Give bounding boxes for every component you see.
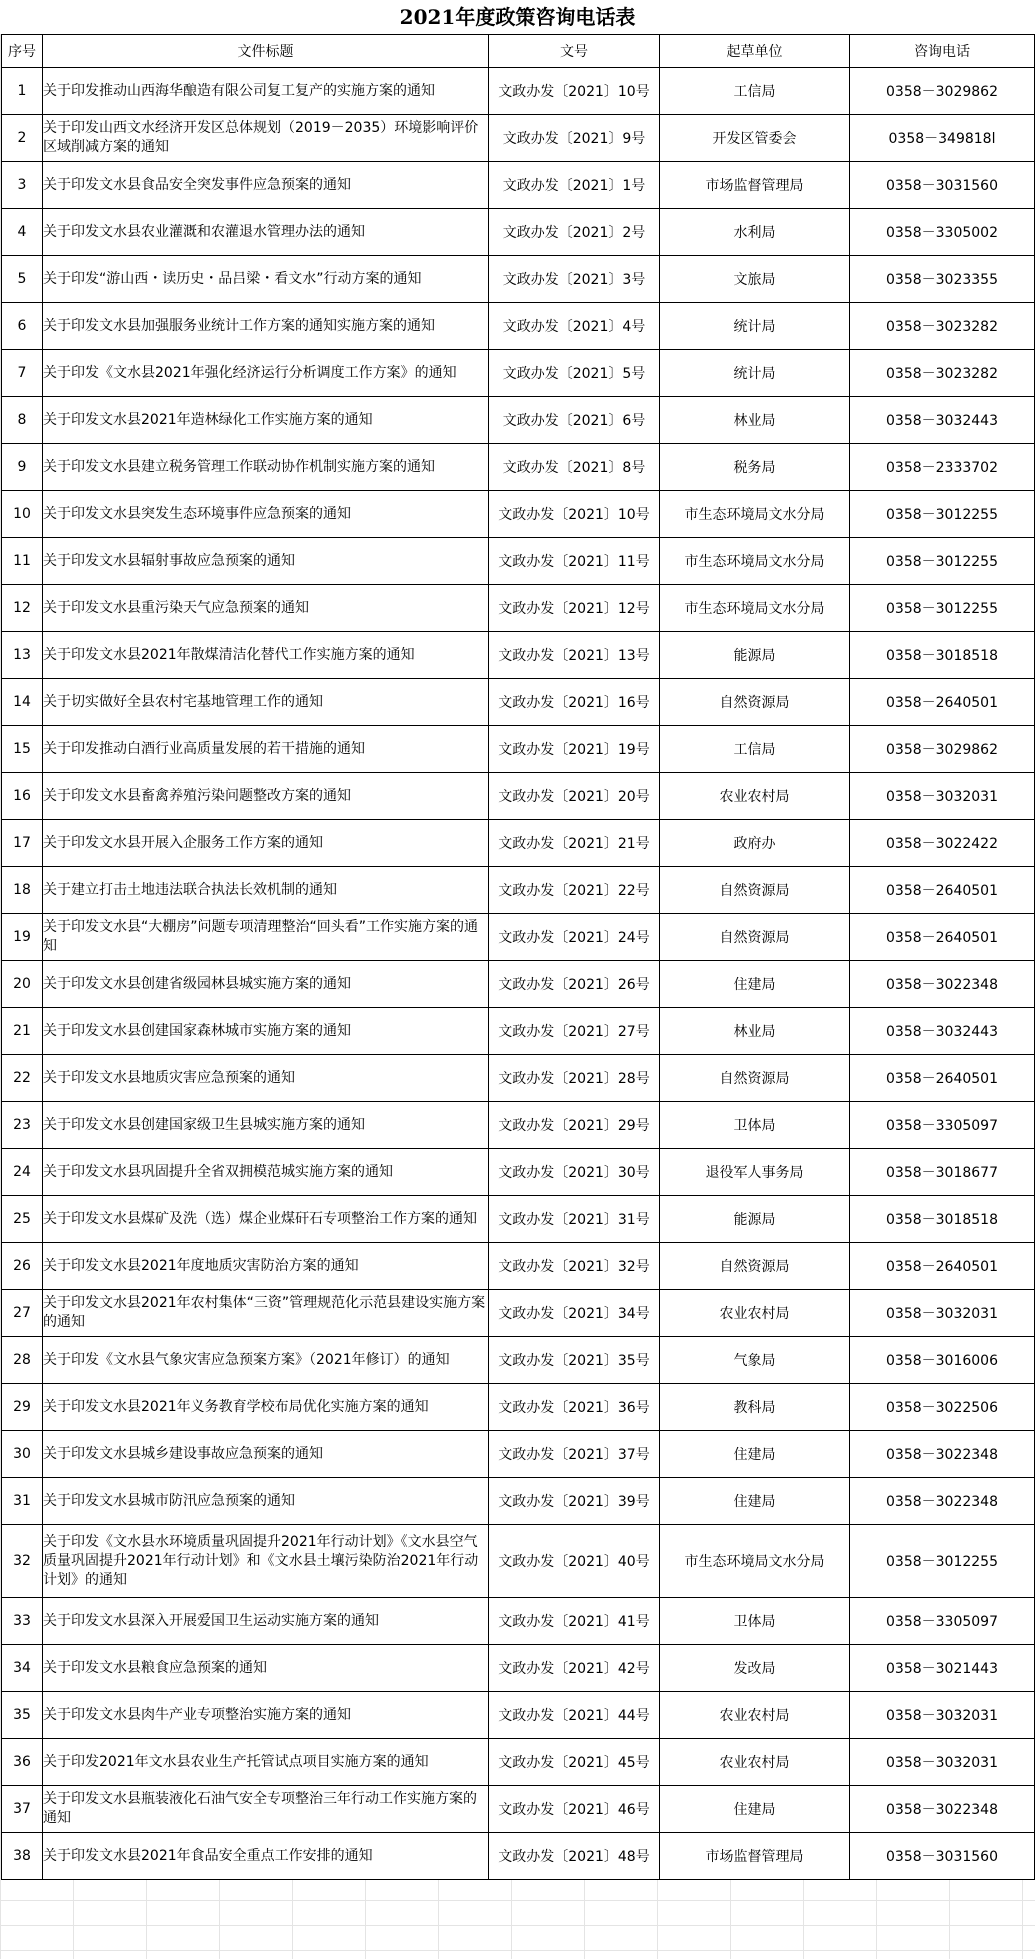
cell-doc-number: 文政办发〔2021〕19号 <box>489 726 660 773</box>
cell-drafting-unit: 气象局 <box>660 1337 850 1384</box>
cell-no: 28 <box>2 1337 43 1384</box>
cell-doc-number: 文政办发〔2021〕8号 <box>489 444 660 491</box>
cell-phone: 0358－3032031 <box>850 1739 1035 1786</box>
cell-title: 关于印发推动白酒行业高质量发展的若干措施的通知 <box>43 726 489 773</box>
cell-doc-number: 文政办发〔2021〕24号 <box>489 914 660 961</box>
table-row <box>2 538 1035 585</box>
cell-no: 3 <box>2 162 43 209</box>
cell-drafting-unit: 工信局 <box>660 726 850 773</box>
table-row <box>2 68 1035 115</box>
cell-no: 31 <box>2 1478 43 1525</box>
cell-title: 关于印发山西文水经济开发区总体规划（2019－2035）环境影响评价区域削减方案的通知 <box>43 115 489 162</box>
cell-phone: 0358－3305002 <box>850 209 1035 256</box>
cell-no: 23 <box>2 1102 43 1149</box>
cell-phone: 0358－2640501 <box>850 679 1035 726</box>
table-row <box>2 1243 1035 1290</box>
cell-drafting-unit: 住建局 <box>660 1431 850 1478</box>
table-row <box>2 1478 1035 1525</box>
cell-no: 15 <box>2 726 43 773</box>
cell-drafting-unit: 市生态环境局文水分局 <box>660 538 850 585</box>
cell-drafting-unit: 自然资源局 <box>660 867 850 914</box>
table-row <box>2 726 1035 773</box>
cell-doc-number: 文政办发〔2021〕22号 <box>489 867 660 914</box>
cell-drafting-unit: 政府办 <box>660 820 850 867</box>
cell-drafting-unit: 教科局 <box>660 1384 850 1431</box>
table-row <box>2 1384 1035 1431</box>
cell-phone: 0358－3018518 <box>850 1196 1035 1243</box>
cell-title: 关于建立打击土地违法联合执法长效机制的通知 <box>43 867 489 914</box>
cell-no: 26 <box>2 1243 43 1290</box>
cell-title: 关于印发文水县辐射事故应急预案的通知 <box>43 538 489 585</box>
cell-doc-number: 文政办发〔2021〕16号 <box>489 679 660 726</box>
cell-title: 关于印发文水县煤矿及洗（选）煤企业煤矸石专项整治工作方案的通知 <box>43 1196 489 1243</box>
cell-drafting-unit: 住建局 <box>660 1786 850 1833</box>
cell-doc-number: 文政办发〔2021〕1号 <box>489 162 660 209</box>
cell-phone: 0358－3012255 <box>850 491 1035 538</box>
cell-phone: 0358－3012255 <box>850 585 1035 632</box>
cell-drafting-unit: 林业局 <box>660 1008 850 1055</box>
cell-drafting-unit: 卫体局 <box>660 1102 850 1149</box>
cell-title: 关于印发《文水县气象灾害应急预案方案》（2021年修订）的通知 <box>43 1337 489 1384</box>
cell-doc-number: 文政办发〔2021〕39号 <box>489 1478 660 1525</box>
cell-doc-number: 文政办发〔2021〕37号 <box>489 1431 660 1478</box>
cell-drafting-unit: 市生态环境局文水分局 <box>660 491 850 538</box>
cell-title: 关于切实做好全县农村宅基地管理工作的通知 <box>43 679 489 726</box>
cell-doc-number: 文政办发〔2021〕6号 <box>489 397 660 444</box>
cell-no: 27 <box>2 1290 43 1337</box>
cell-no: 6 <box>2 303 43 350</box>
cell-phone: 0358－3032443 <box>850 397 1035 444</box>
cell-phone: 0358－3016006 <box>850 1337 1035 1384</box>
cell-drafting-unit: 市生态环境局文水分局 <box>660 1525 850 1598</box>
cell-drafting-unit: 市生态环境局文水分局 <box>660 585 850 632</box>
header-no: 序号 <box>2 35 43 68</box>
header-doc: 文号 <box>489 35 660 68</box>
cell-drafting-unit: 住建局 <box>660 961 850 1008</box>
table-row <box>2 679 1035 726</box>
cell-drafting-unit: 农业农村局 <box>660 773 850 820</box>
cell-drafting-unit: 退役军人事务局 <box>660 1149 850 1196</box>
cell-drafting-unit: 市场监督管理局 <box>660 162 850 209</box>
cell-title: 关于印发文水县2021年造林绿化工作实施方案的通知 <box>43 397 489 444</box>
cell-drafting-unit: 自然资源局 <box>660 679 850 726</box>
cell-title: 关于印发文水县地质灾害应急预案的通知 <box>43 1055 489 1102</box>
cell-doc-number: 文政办发〔2021〕3号 <box>489 256 660 303</box>
table-row <box>2 585 1035 632</box>
cell-no: 5 <box>2 256 43 303</box>
cell-drafting-unit: 统计局 <box>660 350 850 397</box>
cell-doc-number: 文政办发〔2021〕34号 <box>489 1290 660 1337</box>
cell-phone: 0358－3029862 <box>850 68 1035 115</box>
cell-phone: 0358－3022348 <box>850 1478 1035 1525</box>
table-body <box>2 68 1035 1880</box>
cell-drafting-unit: 农业农村局 <box>660 1290 850 1337</box>
cell-drafting-unit: 农业农村局 <box>660 1739 850 1786</box>
cell-doc-number: 文政办发〔2021〕44号 <box>489 1692 660 1739</box>
cell-title: 关于印发文水县2021年散煤清洁化替代工作实施方案的通知 <box>43 632 489 679</box>
table-row <box>2 773 1035 820</box>
policy-table <box>1 34 1035 1880</box>
table-row <box>2 209 1035 256</box>
cell-no: 38 <box>2 1833 43 1880</box>
cell-phone: 0358－349818l <box>850 115 1035 162</box>
cell-phone: 0358－2640501 <box>850 914 1035 961</box>
cell-doc-number: 文政办发〔2021〕21号 <box>489 820 660 867</box>
cell-no: 25 <box>2 1196 43 1243</box>
table-row <box>2 491 1035 538</box>
cell-phone: 0358－3021443 <box>850 1645 1035 1692</box>
cell-no: 34 <box>2 1645 43 1692</box>
cell-phone: 0358－3022506 <box>850 1384 1035 1431</box>
cell-title: 关于印发推动山西海华酿造有限公司复工复产的实施方案的通知 <box>43 68 489 115</box>
table-row <box>2 914 1035 961</box>
cell-no: 19 <box>2 914 43 961</box>
table-row <box>2 350 1035 397</box>
cell-title: 关于印发文水县“大棚房”问题专项清理整治“回头看”工作实施方案的通知 <box>43 914 489 961</box>
cell-no: 35 <box>2 1692 43 1739</box>
cell-title: 关于印发文水县瓶装液化石油气安全专项整治三年行动工作实施方案的通知 <box>43 1786 489 1833</box>
cell-phone: 0358－3305097 <box>850 1598 1035 1645</box>
table-row <box>2 1786 1035 1833</box>
cell-no: 12 <box>2 585 43 632</box>
table-row <box>2 1008 1035 1055</box>
cell-drafting-unit: 能源局 <box>660 1196 850 1243</box>
cell-phone: 0358－3022348 <box>850 1431 1035 1478</box>
cell-no: 21 <box>2 1008 43 1055</box>
cell-phone: 0358－3031560 <box>850 1833 1035 1880</box>
cell-no: 36 <box>2 1739 43 1786</box>
cell-drafting-unit: 税务局 <box>660 444 850 491</box>
cell-title: 关于印发文水县2021年农村集体“三资”管理规范化示范县建设实施方案的通知 <box>43 1290 489 1337</box>
cell-doc-number: 文政办发〔2021〕36号 <box>489 1384 660 1431</box>
table-row <box>2 1055 1035 1102</box>
table-row <box>2 1149 1035 1196</box>
table-row <box>2 303 1035 350</box>
cell-phone: 0358－3023355 <box>850 256 1035 303</box>
cell-phone: 0358－3022348 <box>850 961 1035 1008</box>
table-row <box>2 1431 1035 1478</box>
cell-doc-number: 文政办发〔2021〕4号 <box>489 303 660 350</box>
table-row <box>2 1739 1035 1786</box>
cell-title: 关于印发文水县巩固提升全省双拥模范城实施方案的通知 <box>43 1149 489 1196</box>
cell-drafting-unit: 开发区管委会 <box>660 115 850 162</box>
table-row <box>2 397 1035 444</box>
cell-doc-number: 文政办发〔2021〕26号 <box>489 961 660 1008</box>
cell-drafting-unit: 自然资源局 <box>660 1243 850 1290</box>
cell-phone: 0358－3032031 <box>850 773 1035 820</box>
cell-drafting-unit: 农业农村局 <box>660 1692 850 1739</box>
cell-phone: 0358－3012255 <box>850 1525 1035 1598</box>
cell-no: 2 <box>2 115 43 162</box>
cell-phone: 0358－3032031 <box>850 1692 1035 1739</box>
cell-no: 18 <box>2 867 43 914</box>
cell-title: 关于印发文水县重污染天气应急预案的通知 <box>43 585 489 632</box>
cell-title: 关于印发文水县畜禽养殖污染问题整改方案的通知 <box>43 773 489 820</box>
cell-doc-number: 文政办发〔2021〕27号 <box>489 1008 660 1055</box>
header-phone: 咨询电话 <box>850 35 1035 68</box>
cell-doc-number: 文政办发〔2021〕45号 <box>489 1739 660 1786</box>
cell-phone: 0358－3022422 <box>850 820 1035 867</box>
header-row <box>2 35 1035 68</box>
cell-phone: 0358－3031560 <box>850 162 1035 209</box>
table-row <box>2 632 1035 679</box>
cell-no: 37 <box>2 1786 43 1833</box>
cell-title: 关于印发文水县2021年度地质灾害防治方案的通知 <box>43 1243 489 1290</box>
table-row <box>2 1598 1035 1645</box>
cell-title: 关于印发文水县深入开展爱国卫生运动实施方案的通知 <box>43 1598 489 1645</box>
cell-drafting-unit: 林业局 <box>660 397 850 444</box>
cell-no: 4 <box>2 209 43 256</box>
cell-title: 关于印发文水县突发生态环境事件应急预案的通知 <box>43 491 489 538</box>
cell-drafting-unit: 卫体局 <box>660 1598 850 1645</box>
cell-doc-number: 文政办发〔2021〕10号 <box>489 491 660 538</box>
cell-drafting-unit: 住建局 <box>660 1478 850 1525</box>
cell-phone: 0358－3029862 <box>850 726 1035 773</box>
cell-phone: 0358－2333702 <box>850 444 1035 491</box>
cell-doc-number: 文政办发〔2021〕35号 <box>489 1337 660 1384</box>
cell-title: 关于印发文水县建立税务管理工作联动协作机制实施方案的通知 <box>43 444 489 491</box>
cell-doc-number: 文政办发〔2021〕30号 <box>489 1149 660 1196</box>
cell-no: 16 <box>2 773 43 820</box>
cell-doc-number: 文政办发〔2021〕46号 <box>489 1786 660 1833</box>
cell-drafting-unit: 水利局 <box>660 209 850 256</box>
cell-title: 关于印发文水县肉牛产业专项整治实施方案的通知 <box>43 1692 489 1739</box>
cell-doc-number: 文政办发〔2021〕31号 <box>489 1196 660 1243</box>
cell-drafting-unit: 自然资源局 <box>660 1055 850 1102</box>
table-row <box>2 1525 1035 1598</box>
cell-drafting-unit: 市场监督管理局 <box>660 1833 850 1880</box>
cell-no: 10 <box>2 491 43 538</box>
cell-title: 关于印发2021年文水县农业生产托管试点项目实施方案的通知 <box>43 1739 489 1786</box>
cell-drafting-unit: 能源局 <box>660 632 850 679</box>
table-row <box>2 256 1035 303</box>
cell-phone: 0358－3023282 <box>850 350 1035 397</box>
cell-no: 9 <box>2 444 43 491</box>
cell-drafting-unit: 发改局 <box>660 1645 850 1692</box>
cell-no: 13 <box>2 632 43 679</box>
cell-title: 关于印发文水县2021年义务教育学校布局优化实施方案的通知 <box>43 1384 489 1431</box>
cell-phone: 0358－3018518 <box>850 632 1035 679</box>
table-row <box>2 1290 1035 1337</box>
cell-no: 11 <box>2 538 43 585</box>
table-row <box>2 115 1035 162</box>
cell-no: 33 <box>2 1598 43 1645</box>
cell-doc-number: 文政办发〔2021〕29号 <box>489 1102 660 1149</box>
cell-doc-number: 文政办发〔2021〕12号 <box>489 585 660 632</box>
table-row <box>2 444 1035 491</box>
cell-no: 20 <box>2 961 43 1008</box>
cell-no: 30 <box>2 1431 43 1478</box>
cell-title: 关于印发文水县创建省级园林县城实施方案的通知 <box>43 961 489 1008</box>
cell-doc-number: 文政办发〔2021〕20号 <box>489 773 660 820</box>
cell-no: 29 <box>2 1384 43 1431</box>
cell-doc-number: 文政办发〔2021〕40号 <box>489 1525 660 1598</box>
cell-doc-number: 文政办发〔2021〕42号 <box>489 1645 660 1692</box>
header-unit: 起草单位 <box>660 35 850 68</box>
cell-phone: 0358－3022348 <box>850 1786 1035 1833</box>
cell-title: 关于印发文水县加强服务业统计工作方案的通知实施方案的通知 <box>43 303 489 350</box>
cell-title: 关于印发文水县2021年食品安全重点工作安排的通知 <box>43 1833 489 1880</box>
cell-title: 关于印发文水县创建国家森林城市实施方案的通知 <box>43 1008 489 1055</box>
cell-title: 关于印发文水县粮食应急预案的通知 <box>43 1645 489 1692</box>
cell-no: 32 <box>2 1525 43 1598</box>
cell-title: 关于印发文水县农业灌溉和农灌退水管理办法的通知 <box>43 209 489 256</box>
cell-phone: 0358－3305097 <box>850 1102 1035 1149</box>
cell-title: 关于印发“游山西・读历史・品吕梁・看文水”行动方案的通知 <box>43 256 489 303</box>
table-row <box>2 1337 1035 1384</box>
table-row <box>2 1196 1035 1243</box>
cell-no: 8 <box>2 397 43 444</box>
header-title: 文件标题 <box>43 35 489 68</box>
cell-drafting-unit: 文旅局 <box>660 256 850 303</box>
cell-doc-number: 文政办发〔2021〕28号 <box>489 1055 660 1102</box>
cell-title: 关于印发文水县城乡建设事故应急预案的通知 <box>43 1431 489 1478</box>
cell-doc-number: 文政办发〔2021〕5号 <box>489 350 660 397</box>
table-row <box>2 820 1035 867</box>
cell-title: 关于印发《文水县2021年强化经济运行分析调度工作方案》的通知 <box>43 350 489 397</box>
cell-title: 关于印发文水县城市防汛应急预案的通知 <box>43 1478 489 1525</box>
table-row <box>2 162 1035 209</box>
cell-phone: 0358－3018677 <box>850 1149 1035 1196</box>
table-row <box>2 1645 1035 1692</box>
table-row <box>2 1102 1035 1149</box>
cell-doc-number: 文政办发〔2021〕10号 <box>489 68 660 115</box>
table-row <box>2 867 1035 914</box>
cell-phone: 0358－3032443 <box>850 1008 1035 1055</box>
cell-doc-number: 文政办发〔2021〕41号 <box>489 1598 660 1645</box>
table-row <box>2 1692 1035 1739</box>
cell-phone: 0358－2640501 <box>850 867 1035 914</box>
page-title: 2021年度政策咨询电话表 <box>0 0 1035 34</box>
cell-doc-number: 文政办发〔2021〕13号 <box>489 632 660 679</box>
cell-doc-number: 文政办发〔2021〕9号 <box>489 115 660 162</box>
table-row <box>2 1833 1035 1880</box>
cell-phone: 0358－3023282 <box>850 303 1035 350</box>
cell-no: 1 <box>2 68 43 115</box>
cell-no: 22 <box>2 1055 43 1102</box>
cell-phone: 0358－2640501 <box>850 1243 1035 1290</box>
cell-phone: 0358－2640501 <box>850 1055 1035 1102</box>
cell-drafting-unit: 自然资源局 <box>660 914 850 961</box>
cell-drafting-unit: 工信局 <box>660 68 850 115</box>
cell-no: 24 <box>2 1149 43 1196</box>
cell-title: 关于印发文水县开展入企服务工作方案的通知 <box>43 820 489 867</box>
cell-no: 17 <box>2 820 43 867</box>
cell-title: 关于印发《文水县水环境质量巩固提升2021年行动计划》《文水县空气质量巩固提升2021年行动计划》和《文水县土壤污染防治2021年行动计划》的通知 <box>43 1525 489 1598</box>
cell-doc-number: 文政办发〔2021〕11号 <box>489 538 660 585</box>
cell-no: 14 <box>2 679 43 726</box>
cell-doc-number: 文政办发〔2021〕32号 <box>489 1243 660 1290</box>
cell-no: 7 <box>2 350 43 397</box>
cell-title: 关于印发文水县食品安全突发事件应急预案的通知 <box>43 162 489 209</box>
table-row <box>2 961 1035 1008</box>
cell-drafting-unit: 统计局 <box>660 303 850 350</box>
cell-title: 关于印发文水县创建国家级卫生县城实施方案的通知 <box>43 1102 489 1149</box>
cell-phone: 0358－3012255 <box>850 538 1035 585</box>
cell-doc-number: 文政办发〔2021〕48号 <box>489 1833 660 1880</box>
cell-phone: 0358－3032031 <box>850 1290 1035 1337</box>
cell-doc-number: 文政办发〔2021〕2号 <box>489 209 660 256</box>
